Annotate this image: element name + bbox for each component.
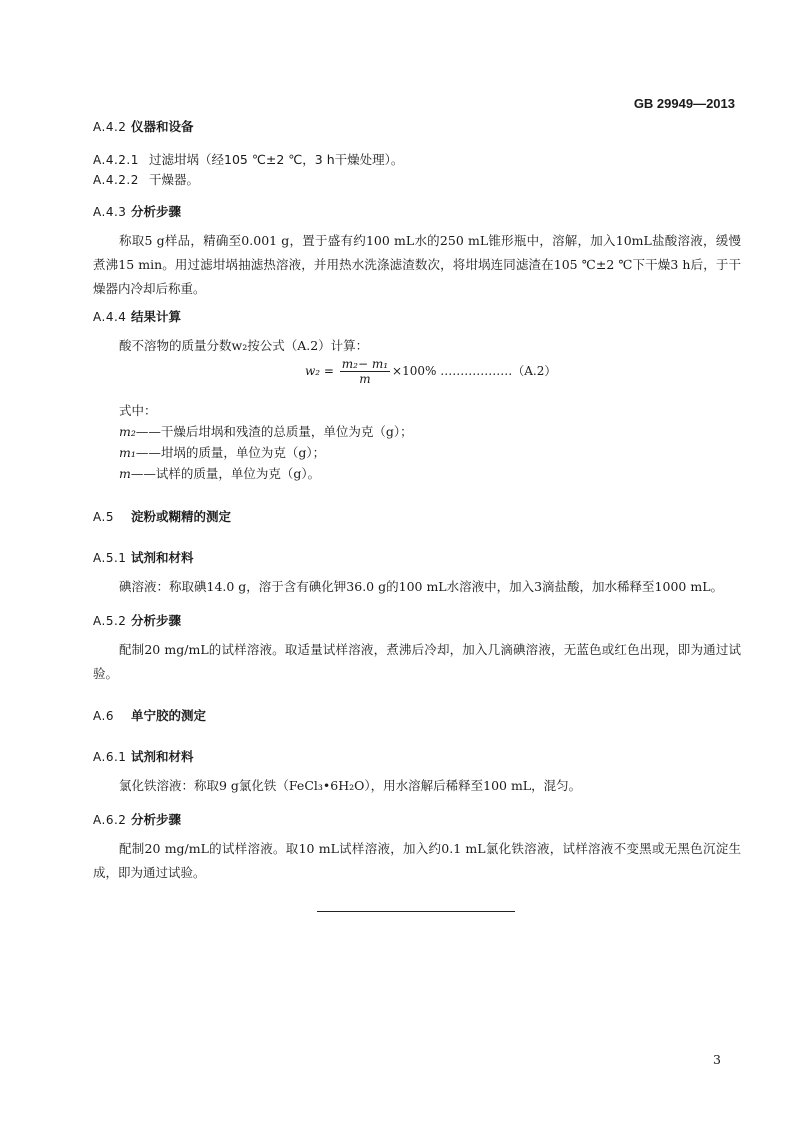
formula-denominator: m bbox=[359, 372, 371, 386]
formula-dots: ……………… bbox=[440, 364, 513, 378]
section-title: 结果计算 bbox=[131, 309, 182, 324]
paragraph-text: 称取5 g样品，精确至0.001 g，置于盛有约100 mL水的250 mL锥形瓶中，溶解，加入10mL盐酸溶液，缓慢煮沸15 min。用过滤坩埚抽滤热溶液，并用热水洗涤滤渣数次，将坩埚连同滤渣在105 ℃±2 ℃下干燥3 h后，于干燥器内冷却后称重。 bbox=[93, 233, 741, 296]
where-label: 式中： bbox=[119, 403, 157, 418]
section-number: A.5 bbox=[93, 510, 114, 524]
variable-symbol: m bbox=[119, 466, 131, 481]
variable-desc: ——坩埚的质量，单位为克（g）； bbox=[135, 445, 326, 460]
formula-factor: ×100% bbox=[392, 364, 437, 378]
standard-code: GB 29949—2013 bbox=[633, 96, 735, 111]
item-number: A.4.2.2 bbox=[93, 173, 139, 187]
page-number: 3 bbox=[713, 1052, 721, 1067]
paragraph-a443 bbox=[93, 229, 741, 301]
item-a4421 bbox=[93, 150, 403, 168]
section-number: A.6.1 bbox=[93, 750, 127, 764]
section-title: 试剂和材料 bbox=[131, 749, 194, 764]
formula-intro: 酸不溶物的质量分数w₂按公式（A.2）计算： bbox=[119, 338, 369, 353]
section-number: A.4.4 bbox=[93, 310, 127, 324]
end-rule bbox=[317, 911, 515, 912]
formula-lhs: w₂ = bbox=[305, 364, 334, 378]
variable-symbol: m₂ bbox=[119, 424, 136, 439]
section-title: 分析步骤 bbox=[131, 613, 182, 628]
section-heading-a62 bbox=[93, 810, 181, 828]
formula-fraction bbox=[340, 357, 390, 386]
paragraph-text: 氯化铁溶液：称取9 g氯化铁（FeCl₃•6H₂O），用水溶解后稀释至100 mL，混匀。 bbox=[119, 778, 582, 793]
section-heading-a5 bbox=[93, 507, 231, 525]
item-a4422 bbox=[93, 170, 199, 188]
variable-symbol: m₁ bbox=[119, 445, 136, 460]
section-title: 分析步骤 bbox=[131, 204, 182, 219]
section-title: 单宁胶的测定 bbox=[131, 708, 207, 723]
section-heading-a6 bbox=[93, 706, 206, 724]
paragraph-text: 碘溶液：称取碘14.0 g，溶于含有碘化钾36.0 g的100 mL水溶液中，加入3滴盐酸，加水稀释至1000 mL。 bbox=[119, 579, 723, 594]
section-heading-a442 bbox=[93, 117, 194, 135]
section-title: 淀粉或糊精的测定 bbox=[131, 509, 232, 524]
paragraph-a51 bbox=[93, 575, 741, 599]
section-heading-a61 bbox=[93, 747, 194, 765]
section-number: A.4.2 bbox=[93, 120, 127, 134]
formula-a2 bbox=[305, 357, 556, 386]
section-number: A.5.1 bbox=[93, 551, 127, 565]
paragraph-text: 配制20 mg/mL的试样溶液。取10 mL试样溶液，加入约0.1 mL氯化铁溶液，试样溶液不变黑或无黑色沉淀生成，即为通过试验。 bbox=[93, 841, 741, 880]
section-heading-a443 bbox=[93, 202, 181, 220]
paragraph-a61 bbox=[93, 774, 741, 798]
section-number: A.6.2 bbox=[93, 813, 127, 827]
section-number: A.6 bbox=[93, 709, 114, 723]
section-number: A.4.3 bbox=[93, 205, 127, 219]
section-title: 试剂和材料 bbox=[131, 550, 194, 565]
item-text: 干燥器。 bbox=[149, 172, 200, 187]
paragraph-text: 配制20 mg/mL的试样溶液。取适量试样溶液，煮沸后冷却，加入几滴碘溶液，无蓝色或红色出现，即为通过试验。 bbox=[93, 642, 741, 681]
formula-label: （A.2） bbox=[512, 364, 557, 378]
section-number: A.5.2 bbox=[93, 614, 127, 628]
section-heading-a51 bbox=[93, 548, 194, 566]
formula-numerator: m₂− m₁ bbox=[341, 357, 389, 371]
paragraph-a62 bbox=[93, 837, 741, 885]
item-text: 过滤坩埚（经105 ℃±2 ℃，3 h干燥处理）。 bbox=[149, 152, 404, 167]
variable-desc: ——试样的质量，单位为克（g）。 bbox=[130, 466, 321, 481]
section-title: 分析步骤 bbox=[131, 812, 182, 827]
variable-desc: ——干燥后坩埚和残渣的总质量，单位为克（g）； bbox=[135, 424, 413, 439]
section-heading-a444 bbox=[93, 307, 181, 325]
item-number: A.4.2.1 bbox=[93, 153, 139, 167]
section-title: 仪器和设备 bbox=[131, 119, 194, 134]
section-heading-a52 bbox=[93, 611, 181, 629]
paragraph-a52 bbox=[93, 638, 741, 686]
variable-def bbox=[119, 462, 320, 486]
